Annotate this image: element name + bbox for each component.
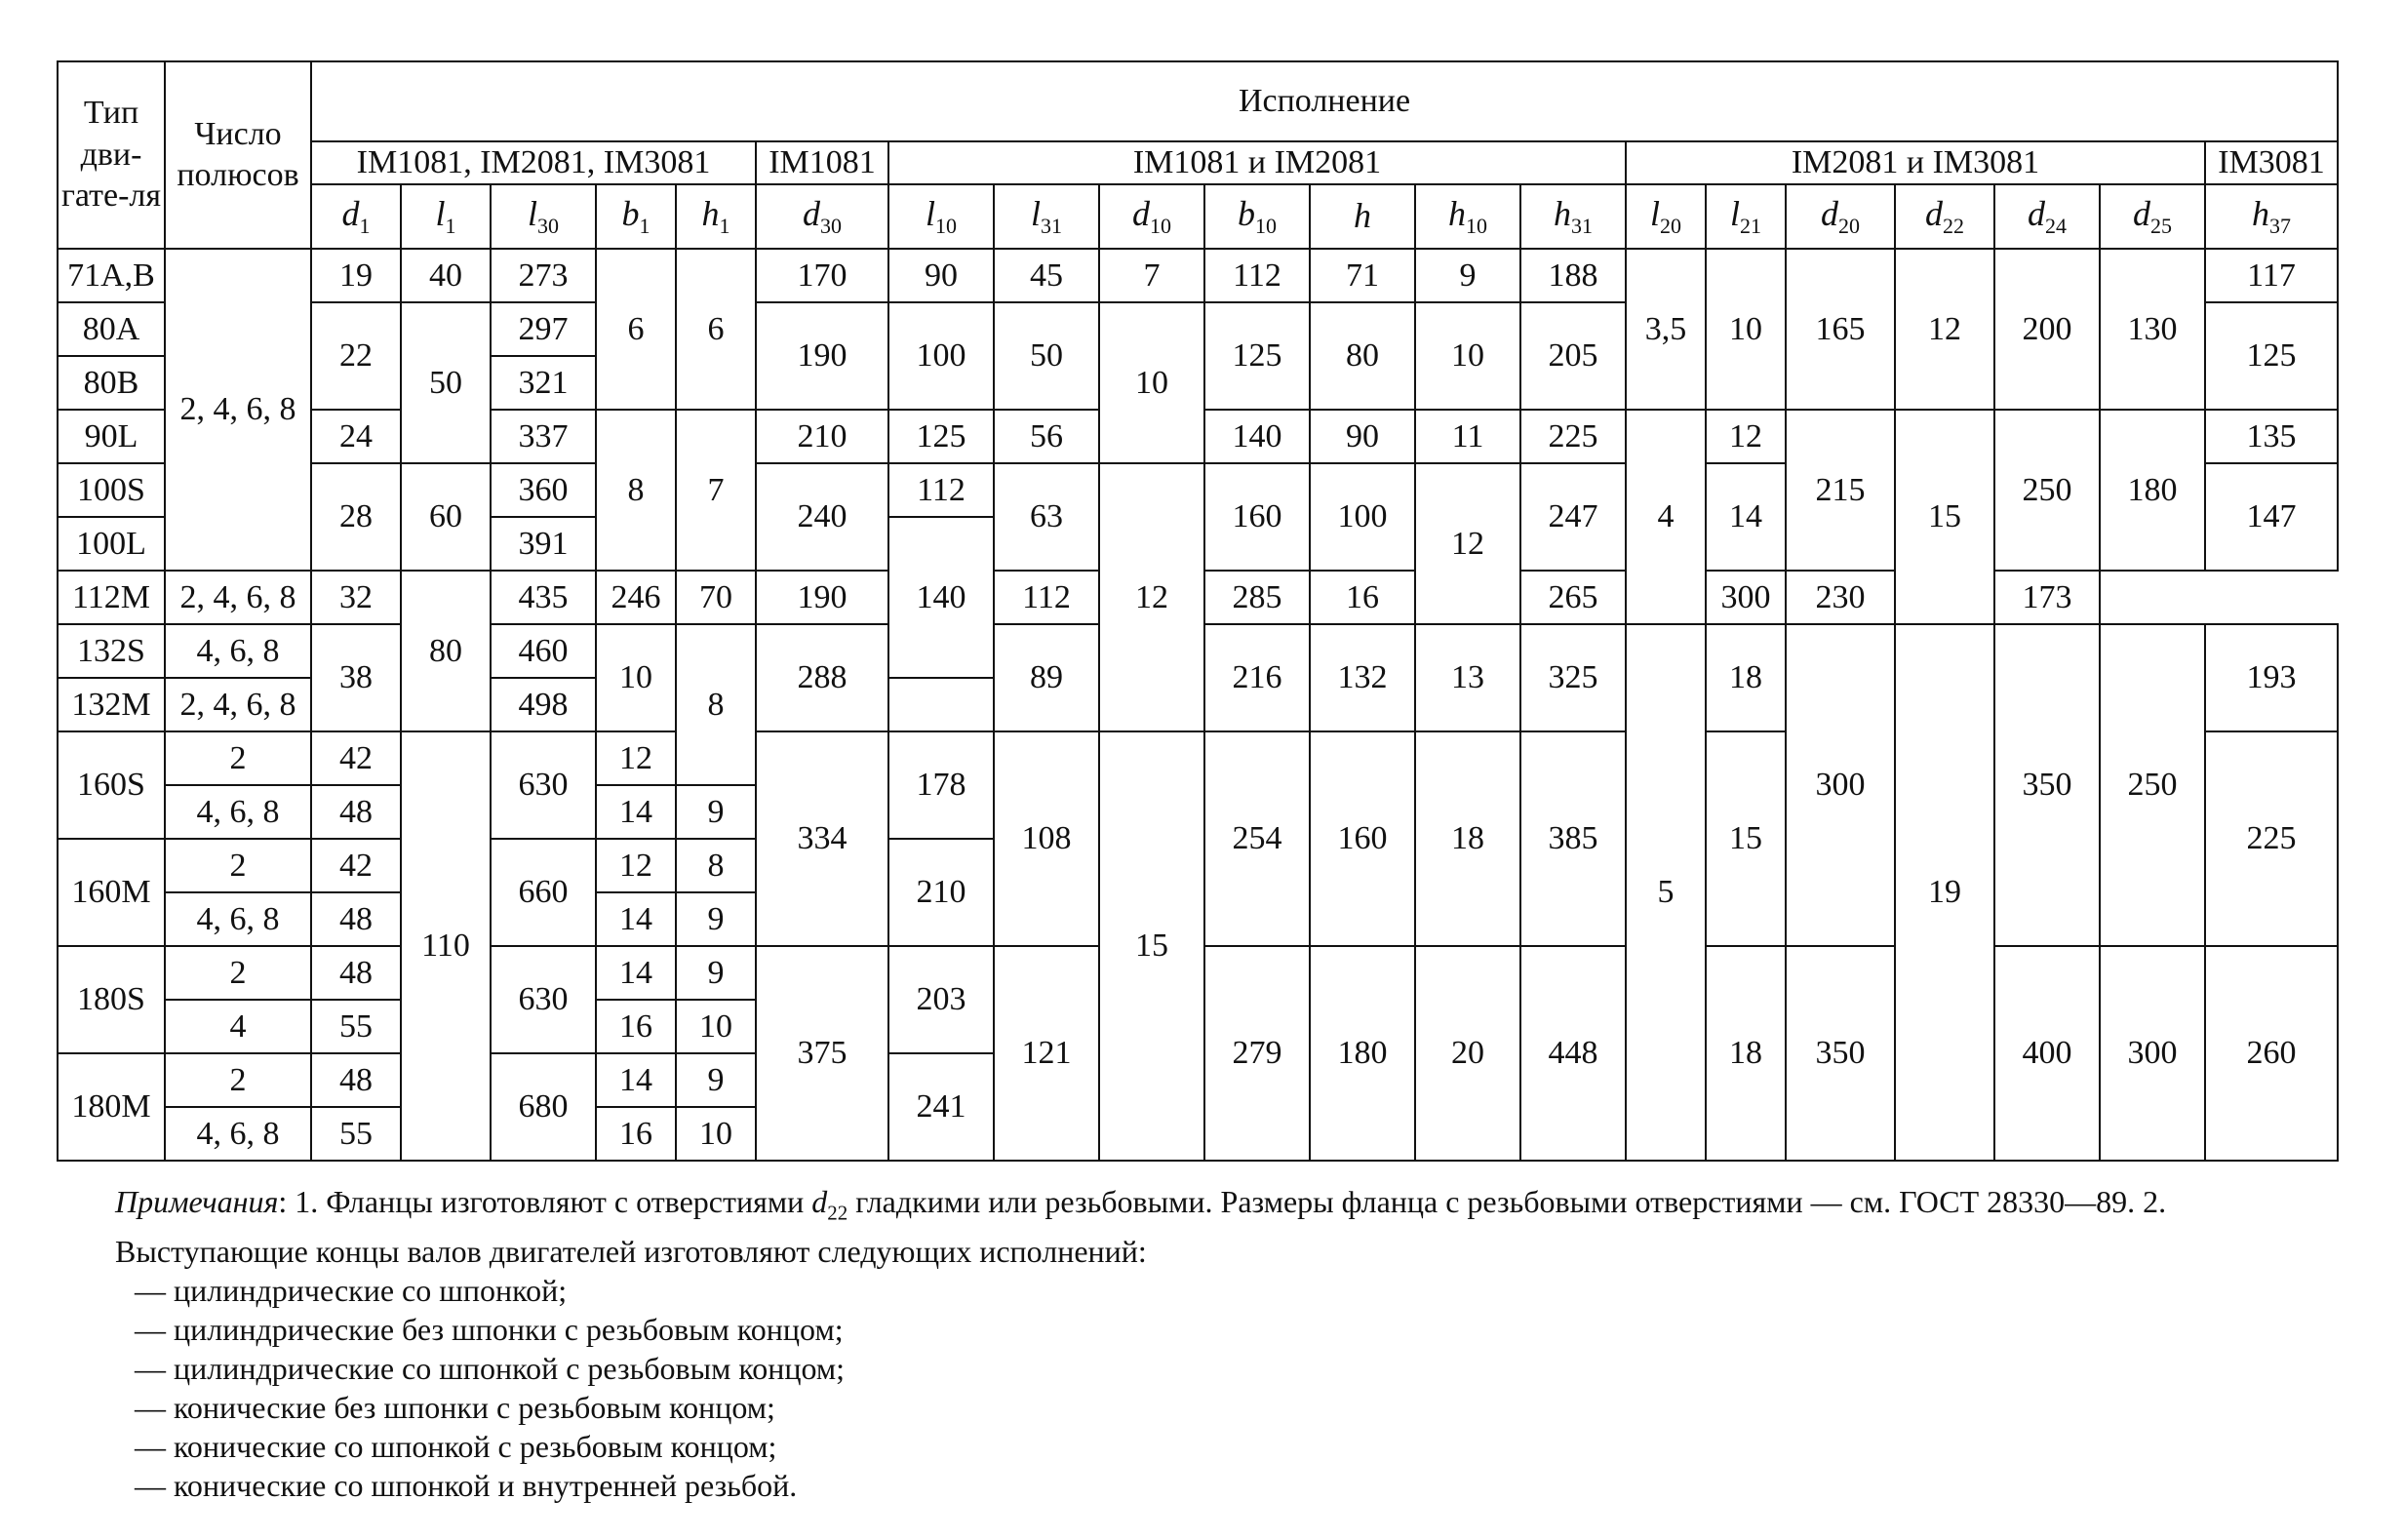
symbol-subscript: 31: [1571, 214, 1593, 238]
motor-type-cell: 180S: [58, 946, 165, 1053]
h-cell: 180: [1310, 946, 1415, 1161]
d1-cell: 28: [311, 463, 401, 571]
symbol-subscript: 37: [2269, 214, 2291, 238]
poles-cell: 2: [165, 1053, 311, 1107]
d30-cell: 170: [756, 249, 888, 302]
d25-cell: 300: [2100, 946, 2205, 1161]
l10-cell: 100: [888, 302, 994, 410]
spec-table-container: [57, 60, 2339, 1162]
flange-dimensions-table: [57, 60, 2339, 1162]
symbol-letter: d: [811, 1184, 828, 1219]
l10-cell: 203: [888, 946, 994, 1053]
symbol-letter: h: [1448, 193, 1466, 233]
d25-cell: 250: [2100, 624, 2205, 946]
d1-cell: 19: [311, 249, 401, 302]
column-header: [1204, 184, 1310, 249]
d25-cell: 130: [2100, 249, 2205, 410]
h-cell: 112: [994, 571, 1099, 624]
column-header: [596, 184, 676, 249]
l21-cell: 15: [1706, 731, 1786, 946]
poles-cell: 4: [165, 1000, 311, 1053]
l31-cell: 121: [994, 946, 1099, 1161]
notes-text: гладкими или резьбовыми. Размеры фланца с резьбовыми отверстиями — см. ГОСТ 28330—89. 2. Выступающие концы валов двигателей изготовляют следующих исполнений:: [115, 1184, 2167, 1270]
d1-cell: 42: [311, 839, 401, 892]
b1-cell: 16: [596, 1000, 676, 1053]
h37-cell: 135: [2205, 410, 2338, 463]
symbol-subscript: 10: [1255, 214, 1277, 238]
d1-cell: 48: [311, 785, 401, 839]
column-header: [994, 184, 1099, 249]
h-cell: 90: [1310, 410, 1415, 463]
h37-cell: 117: [2205, 249, 2338, 302]
l10-cell: 112: [888, 463, 994, 517]
d10-cell: 15: [1099, 731, 1204, 1161]
d24-cell: 400: [1994, 946, 2100, 1161]
motor-type-cell: 90L: [58, 410, 165, 463]
d1-cell: 22: [311, 302, 401, 410]
d25-cell: 180: [2100, 410, 2205, 571]
poles-cell: 2, 4, 6, 8: [165, 571, 311, 624]
l10-cell: 125: [888, 410, 994, 463]
l21-cell: 18: [1706, 946, 1786, 1161]
symbol-letter: d: [1132, 193, 1150, 233]
d24-cell: 200: [1994, 249, 2100, 410]
l30-cell: 460: [491, 624, 596, 678]
h31-cell: 325: [1520, 624, 1626, 731]
h-cell: 71: [1310, 249, 1415, 302]
h1-cell: 8: [676, 839, 756, 892]
symbol-subscript: 31: [1041, 214, 1062, 238]
symbol-letter: d: [1925, 193, 1943, 233]
h31-cell: 285: [1204, 571, 1310, 624]
list-item: — конические со шпонкой и внутренней резьбой.: [135, 1468, 798, 1504]
column-header: [1895, 184, 1994, 249]
poles-cell: 2: [165, 731, 311, 785]
symbol-letter: b: [621, 193, 640, 233]
header-poles: Число полюсов: [165, 61, 311, 249]
symbol-subscript: 1: [719, 214, 730, 238]
motor-type-cell: 160M: [58, 839, 165, 946]
column-header: [756, 184, 888, 249]
column-symbol-row: [58, 184, 2338, 249]
symbol-letter: d: [1821, 193, 1838, 233]
column-header: [491, 184, 596, 249]
l10-cell: 241: [888, 1053, 994, 1161]
d30-cell: 334: [756, 731, 888, 946]
l20-cell: 3,5: [1626, 249, 1706, 410]
h1-cell: 10: [676, 1107, 756, 1161]
column-header: [2205, 184, 2338, 249]
symbol-subscript: 1: [639, 214, 650, 238]
b10-cell: 125: [1204, 302, 1310, 410]
symbol-subscript: 20: [1660, 214, 1681, 238]
motor-type-cell: 112M: [58, 571, 165, 624]
b1-cell: 16: [596, 1107, 676, 1161]
column-header: [1626, 184, 1706, 249]
motor-type-cell: 160S: [58, 731, 165, 839]
h1-cell: 7: [676, 410, 756, 571]
l30-cell: 297: [491, 302, 596, 356]
symbol-subscript: 10: [1150, 214, 1171, 238]
h10-cell: 9: [1415, 249, 1520, 302]
symbol-subscript: 22: [827, 1201, 848, 1225]
symbol-letter: h: [2252, 193, 2269, 233]
d1-cell: 24: [311, 410, 401, 463]
list-item: — цилиндрические со шпонкой;: [135, 1273, 568, 1309]
notes-text: : 1. Фланцы изготовляют с отверстиями: [278, 1184, 805, 1219]
h1-cell: 9: [676, 785, 756, 839]
l30-cell: 630: [491, 946, 596, 1053]
l20-cell: 4: [1626, 410, 1706, 624]
h10-cell: 20: [1415, 946, 1520, 1161]
b1-cell: 10: [596, 624, 676, 731]
poles-cell: 4, 6, 8: [165, 892, 311, 946]
l30-cell: 391: [491, 517, 596, 571]
d1-cell: 38: [311, 624, 401, 731]
l30-cell: 273: [491, 249, 596, 302]
poles-cell: 2: [165, 839, 311, 892]
symbol-letter: l: [1030, 193, 1041, 233]
column-header: [888, 184, 994, 249]
d30-cell: 375: [756, 946, 888, 1161]
h10-cell: 18: [1415, 731, 1520, 946]
d30-cell: 210: [756, 410, 888, 463]
column-header: [2100, 184, 2205, 249]
poles-cell: 4, 6, 8: [165, 624, 311, 678]
l31-cell: 63: [994, 463, 1099, 571]
l30-cell: 660: [491, 839, 596, 946]
d1-cell: 48: [311, 892, 401, 946]
d30-cell: 240: [756, 463, 888, 571]
h31-cell: 448: [1520, 946, 1626, 1161]
h37-cell: 193: [2205, 624, 2338, 731]
l10-cell: 210: [888, 839, 994, 946]
d25-cell: 230: [1786, 571, 1895, 624]
d1-cell: 48: [311, 1053, 401, 1107]
group-header: IM1081, IM2081, IM3081: [311, 141, 756, 184]
b1-cell: 12: [596, 731, 676, 785]
symbol-subscript: 10: [1466, 214, 1487, 238]
symbol-letter: l: [527, 193, 537, 233]
b1-cell: 14: [596, 892, 676, 946]
poles-cell: 2: [165, 946, 311, 1000]
h10-cell: 11: [1415, 410, 1520, 463]
h-cell: 132: [1310, 624, 1415, 731]
column-header: [401, 184, 491, 249]
b10-cell: 279: [1204, 946, 1310, 1161]
d24-cell: 350: [1994, 624, 2100, 946]
d20-cell: 165: [1786, 249, 1895, 410]
b1-cell: 14: [596, 785, 676, 839]
d10-cell: 12: [1099, 463, 1204, 731]
d10-cell: 10: [1099, 302, 1204, 463]
b1-cell: 8: [596, 410, 676, 571]
d24-cell: 300: [1706, 571, 1786, 624]
motor-type-cell: 80B: [58, 356, 165, 410]
group-header: IM2081 и IM3081: [1626, 141, 2205, 184]
d20-cell: 265: [1520, 571, 1626, 624]
d1-cell: 55: [311, 1107, 401, 1161]
l30-cell: 435: [491, 571, 596, 624]
header-motor-type: Тип дви-гате-ля: [58, 61, 165, 249]
column-header: [1310, 184, 1415, 249]
l21-cell: 14: [1706, 463, 1786, 571]
h31-cell: 225: [1520, 410, 1626, 463]
motor-type-cell: 100L: [58, 517, 165, 571]
h1-cell: 6: [676, 249, 756, 410]
h37-cell: 260: [2205, 946, 2338, 1161]
motor-type-cell: 132S: [58, 624, 165, 678]
l1-cell: 60: [401, 463, 491, 571]
symbol-letter: l: [925, 193, 935, 233]
h31-cell: 188: [1520, 249, 1626, 302]
l31-cell: 70: [676, 571, 756, 624]
b1-cell: 14: [596, 946, 676, 1000]
symbol-letter: h: [1354, 196, 1371, 236]
symbol-letter: l: [1649, 193, 1660, 233]
list-item: — цилиндрические со шпонкой с резьбовым концом;: [135, 1351, 846, 1387]
l21-cell: 16: [1310, 571, 1415, 624]
notes-lead: Примечания: [115, 1184, 279, 1219]
motor-type-cell: 180M: [58, 1053, 165, 1161]
h-cell: 160: [1310, 731, 1415, 946]
h1-cell: 8: [676, 624, 756, 785]
symbol-subscript: 1: [445, 214, 456, 238]
motor-type-cell: 71A,B: [58, 249, 165, 302]
h31-cell: 247: [1520, 463, 1626, 571]
l30-cell: 498: [491, 678, 596, 731]
b1-cell: 14: [596, 1053, 676, 1107]
d22-cell: 19: [1895, 624, 1994, 1161]
symbol-letter: d: [803, 193, 820, 233]
d1-cell: 32: [311, 571, 401, 624]
group-header: IM1081 и IM2081: [888, 141, 1626, 184]
d20-cell: 215: [1786, 410, 1895, 571]
notes-block: [115, 1182, 2300, 1505]
l30-cell: 360: [491, 463, 596, 517]
column-header: [1415, 184, 1520, 249]
h10-cell: 12: [1415, 463, 1520, 624]
h37-cell: 173: [1994, 571, 2100, 624]
symbol-letter: h: [701, 193, 720, 233]
d1-cell: 55: [311, 1000, 401, 1053]
h10-cell: 10: [1415, 302, 1520, 410]
list-item: — конические со шпонкой с резьбовым концом;: [135, 1429, 777, 1465]
symbol-subscript: 1: [359, 214, 371, 238]
notes-paragraph: [115, 1182, 2300, 1271]
l10-cell: 90: [888, 249, 994, 302]
b10-cell: 190: [756, 571, 888, 624]
shaft-end-list: [115, 1271, 2300, 1505]
d1-cell: 48: [311, 946, 401, 1000]
l31-cell: 89: [994, 624, 1099, 731]
symbol-subscript: 22: [1943, 214, 1964, 238]
symbol-letter: b: [1238, 193, 1255, 233]
d20-cell: 300: [1786, 624, 1895, 946]
h37-cell: 147: [2205, 463, 2338, 571]
column-header: [1786, 184, 1895, 249]
h31-cell: 205: [1520, 302, 1626, 410]
l31-cell: 56: [994, 410, 1099, 463]
b1-cell: 6: [596, 249, 676, 410]
h37-cell: 125: [2205, 302, 2338, 410]
motor-type-cell: 80A: [58, 302, 165, 356]
symbol-subscript: 21: [1740, 214, 1761, 238]
h31-cell: 385: [1520, 731, 1626, 946]
group-header: IM3081: [2205, 141, 2338, 184]
symbol-letter: l: [435, 193, 446, 233]
b10-cell: 112: [1204, 249, 1310, 302]
l21-cell: 10: [1706, 249, 1786, 410]
h1-cell: 10: [676, 1000, 756, 1053]
symbol-subscript: 20: [1838, 214, 1860, 238]
b10-cell: 216: [1204, 624, 1310, 731]
column-header: [676, 184, 756, 249]
l31-cell: 45: [994, 249, 1099, 302]
symbol-subscript: 30: [537, 214, 559, 238]
d22-symbol: [811, 1184, 848, 1225]
poles-cell: 4, 6, 8: [165, 785, 311, 839]
poles-cell: 2, 4, 6, 8: [165, 678, 311, 731]
h1-cell: 9: [676, 946, 756, 1000]
l20-cell: 5: [1626, 624, 1706, 1161]
symbol-letter: l: [1729, 193, 1740, 233]
l31-cell: 50: [994, 302, 1099, 410]
symbol-letter: d: [341, 193, 360, 233]
symbol-letter: h: [1554, 193, 1571, 233]
l30-cell: 321: [491, 356, 596, 410]
motor-type-cell: 132M: [58, 678, 165, 731]
poles-cell: 2, 4, 6, 8: [165, 249, 311, 571]
column-header: [311, 184, 401, 249]
h10-cell: 13: [1415, 624, 1520, 731]
l1-cell: 40: [401, 249, 491, 302]
h37-cell: 225: [2205, 731, 2338, 946]
column-header: [1099, 184, 1204, 249]
l31-cell: 108: [994, 731, 1099, 946]
column-header: [1706, 184, 1786, 249]
h1-cell: 9: [676, 892, 756, 946]
b10-cell: 254: [1204, 731, 1310, 946]
symbol-subscript: 25: [2150, 214, 2172, 238]
l30-cell: 630: [491, 731, 596, 839]
d24-cell: 250: [1994, 410, 2100, 571]
d10-cell: 7: [1099, 249, 1204, 302]
b10-cell: 140: [1204, 410, 1310, 463]
column-header: [1994, 184, 2100, 249]
motor-type-cell: 100S: [58, 463, 165, 517]
d1-cell: 42: [311, 731, 401, 785]
l1-cell: 50: [401, 302, 491, 463]
symbol-subscript: 24: [2045, 214, 2067, 238]
symbol-subscript: 10: [935, 214, 957, 238]
l10-cell: 140: [888, 517, 994, 678]
column-header: [1520, 184, 1626, 249]
symbol-letter: d: [2133, 193, 2150, 233]
l1-cell: 110: [401, 731, 491, 1161]
l30-cell: 680: [491, 1053, 596, 1161]
h1-cell: 9: [676, 1053, 756, 1107]
l1-cell: 80: [401, 571, 491, 731]
l21-cell: 18: [1706, 624, 1786, 731]
b10-cell: 160: [1204, 463, 1310, 571]
d30-cell: 190: [756, 302, 888, 410]
list-item: — цилиндрические без шпонки с резьбовым концом;: [135, 1312, 844, 1348]
d22-cell: 15: [1895, 410, 1994, 624]
h-cell: 80: [1310, 302, 1415, 410]
symbol-letter: d: [2028, 193, 2045, 233]
group-header: IM1081: [756, 141, 888, 184]
l10-cell: 178: [888, 731, 994, 839]
header-execution: Исполнение: [311, 61, 2338, 141]
d20-cell: 350: [1786, 946, 1895, 1161]
list-item: — конические без шпонки с резьбовым концом;: [135, 1390, 775, 1426]
poles-cell: 4, 6, 8: [165, 1107, 311, 1161]
b1-cell: 12: [596, 839, 676, 892]
l30-cell: 337: [491, 410, 596, 463]
d30-cell: 288: [756, 624, 888, 731]
l21-cell: 12: [1706, 410, 1786, 463]
symbol-subscript: 30: [820, 214, 842, 238]
d22-cell: 12: [1895, 249, 1994, 410]
d30-cell: 246: [596, 571, 676, 624]
h-cell: 100: [1310, 463, 1415, 571]
